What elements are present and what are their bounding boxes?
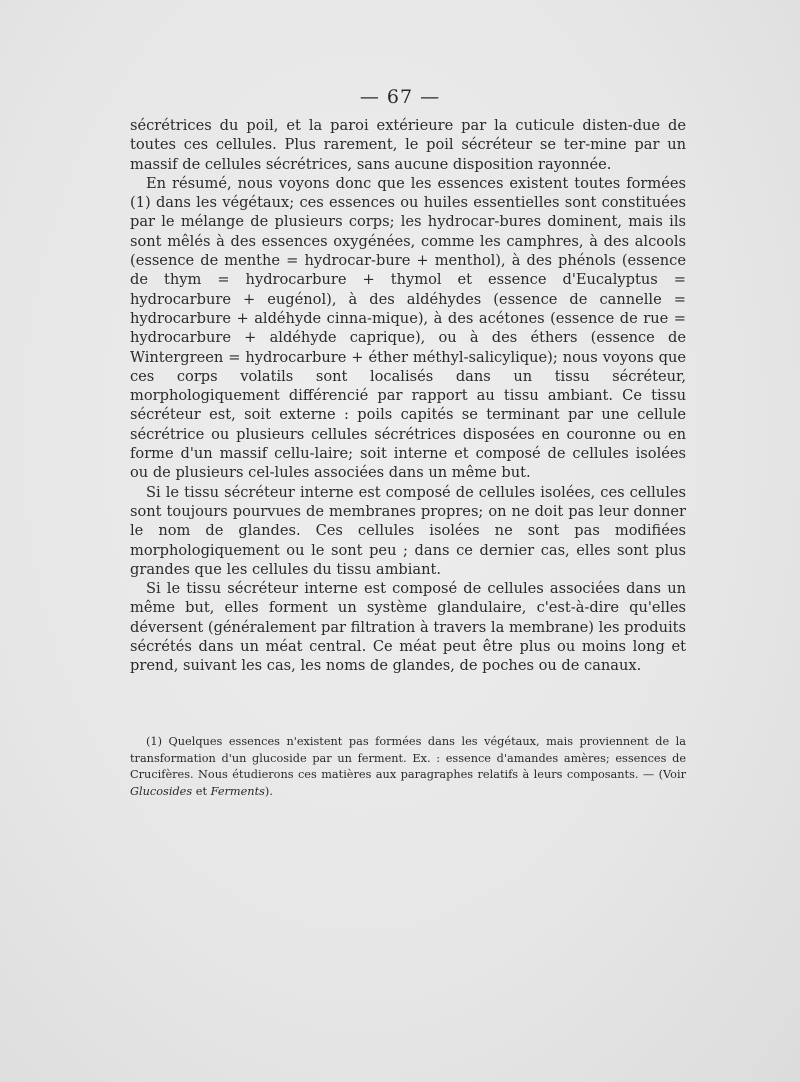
- footnote-ref-glucosides: Glucosides: [130, 784, 193, 798]
- footnote-conjunction: et: [192, 784, 211, 798]
- paragraph-isolated-cells: Si le tissu sécréteur interne est composé de cellules isolées, ces cellules sont toujours pourvues de membranes propres; on ne doit pas leur donner le nom de glandes. Ces cellules isolées ne sont pas modifiées morphologiquement ou le sont peu ; dans ce dernier cas, elles sont plus grandes que les cellules du tissu ambiant.: [130, 483, 686, 578]
- body-text: [130, 116, 686, 676]
- footnote-text: (1) Quelques essences n'existent pas formées dans les végétaux, mais proviennent de la transformation d'un glucoside par un ferment. Ex. : essence d'amandes amères; essences de Crucifères. Nous étudierons ces matières aux paragraphes relatifs à leurs composants. — (Voir: [130, 735, 686, 781]
- page-number: — 67 —: [359, 86, 441, 108]
- paragraph-summary: En résumé, nous voyons donc que les essences existent toutes formées (1) dans les végétaux; ces essences ou huiles essentielles sont constituées par le mélange de plusieurs corps; les hydrocar-bures dominent, mais ils sont mêlés à des essences oxygénées, comme les camphres, à des alcools (essence de menthe = hydrocar-bure + menthol), à des phénols (essence de thym = hydrocarbure + thymol et essence d'Eucalyptus = hydrocarbure + eugénol), à des aldéhydes (essence de cannelle = hydrocarbure + aldéhyde cinna-mique), à des acétones (essence de rue = hydrocarbure + aldéhyde caprique), ou à des éthers (essence de Wintergreen = hydrocarbure + éther méthyl-salicylique); nous voyons que ces corps volatils sont localisés dans un tissu sécréteur, morphologiquement différencié par rapport au tissu ambiant. Ce tissu sécréteur est, soit externe : poils capités se terminant par une cellule sécrétrice ou plusieurs cellules sécrétrices disposées en couronne ou en forme d'un massif cellu-laire; soit interne et composé de cellules isolées ou de plusieurs cel-lules associées dans un même but.: [130, 174, 686, 482]
- paragraph-associated-cells: Si le tissu sécréteur interne est composé de cellules associées dans un même but, elles forment un système glandulaire, c'est-à-dire qu'elles déversent (généralement par filtration à travers la membrane) les produits sécrétés dans un méat central. Ce méat peut être plus ou moins long et prend, suivant les cas, les noms de glandes, de poches ou de canaux.: [130, 580, 686, 675]
- footnotes: [130, 734, 686, 800]
- footnote-end: ).: [264, 784, 273, 798]
- footnote-ref-ferments: Ferments: [210, 784, 265, 798]
- paragraph-continuation: sécrétrices du poil, et la paroi extérieure par la cuticule disten-due de toutes ces cellules. Plus rarement, le poil sécréteur se ter-mine par un massif de cellules sécrétrices, sans aucune disposition rayonnée.: [130, 117, 686, 173]
- footnote-1: [130, 734, 686, 800]
